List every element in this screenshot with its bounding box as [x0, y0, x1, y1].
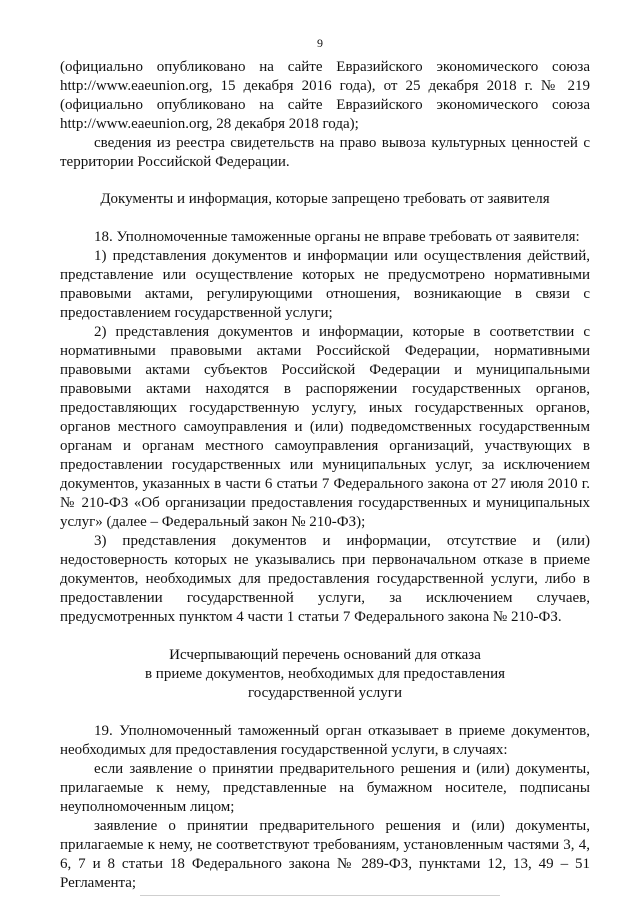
section-18-item-1: 1) представления документов и информации или осуществления действий, представление или осуществление которых не предусмотрено нормативными правовыми актами, регулирующими отношения, возникающие в связи с предоставлением государственной услуги;	[60, 248, 590, 321]
section-heading-refusal-grounds	[60, 646, 590, 703]
paragraph-eaeu-publication: (официально опубликовано на сайте Евразийского экономического союза http://www.eaeunion.org, 15 декабря 2016 года), от 25 декабря 2018 г. № 219 (официально опубликовано на сайте Евразийского экономического союза http://www.eaeunion.org, 28 декабря 2018 года);	[60, 59, 590, 132]
heading-line-1: Исчерпывающий перечень оснований для отказа	[169, 647, 481, 663]
section-19-case-2: заявление о принятии предварительного решения и (или) документы, прилагаемые к нему, не соответствуют требованиям, установленным частями 3, 4, 6, 7 и 8 статьи 18 Федерального закона № 289-ФЗ, пунктами 12, 13, 49 – 51 Регламента;	[60, 818, 590, 891]
heading-line-3: государственной услуги	[248, 685, 402, 701]
scan-bottom-line	[140, 895, 500, 896]
paragraph-cultural-values-registry: сведения из реестра свидетельств на право вывоза культурных ценностей с территории Российской Федерации.	[60, 135, 590, 170]
document-body	[60, 58, 590, 893]
heading-line-2: в приеме документов, необходимых для предоставления	[144, 666, 506, 682]
section-19-intro: 19. Уполномоченный таможенный орган отказывает в приеме документов, необходимых для предоставления государственной услуги, в случаях:	[60, 723, 590, 758]
section-19-case-1: если заявление о принятии предварительного решения и (или) документы, прилагаемые к нему, представленные на бумажном носителе, подписаны неуполномоченным лицом;	[60, 761, 590, 815]
page-number: 9	[317, 36, 323, 50]
section-18-intro: 18. Уполномоченные таможенные органы не вправе требовать от заявителя:	[94, 229, 580, 245]
section-18-item-2: 2) представления документов и информации, которые в соответствии с нормативными правовыми актами Российской Федерации, нормативными правовыми актами субъектов Российской Федерации и муниципальными правовыми актами находятся в распоряжении государственных органов, предоставляющих государственную услугу, иных государственных органов, органов местного самоуправления и (или) подведомственных государственным органам и органам местного самоуправления организаций, участвующих в предоставлении государственных или муниципальных услуг, за исключением документов, указанных в части 6 статьи 7 Федерального закона от 27 июля 2010 г. № 210-ФЗ «Об организации предоставления государственных и муниципальных услуг» (далее – Федеральный закон № 210-ФЗ);	[60, 324, 590, 530]
section-heading-prohibited-documents: Документы и информация, которые запрещено требовать от заявителя	[100, 191, 550, 207]
section-18-item-3: 3) представления документов и информации, отсутствие и (или) недостоверность которых не указывались при первоначальном отказе в приеме документов, необходимых для предоставления государственной услуги, либо в предоставлении государственной услуги, за исключением случаев, предусмотренных пунктом 4 части 1 статьи 7 Федерального закона № 210-ФЗ.	[60, 533, 590, 625]
